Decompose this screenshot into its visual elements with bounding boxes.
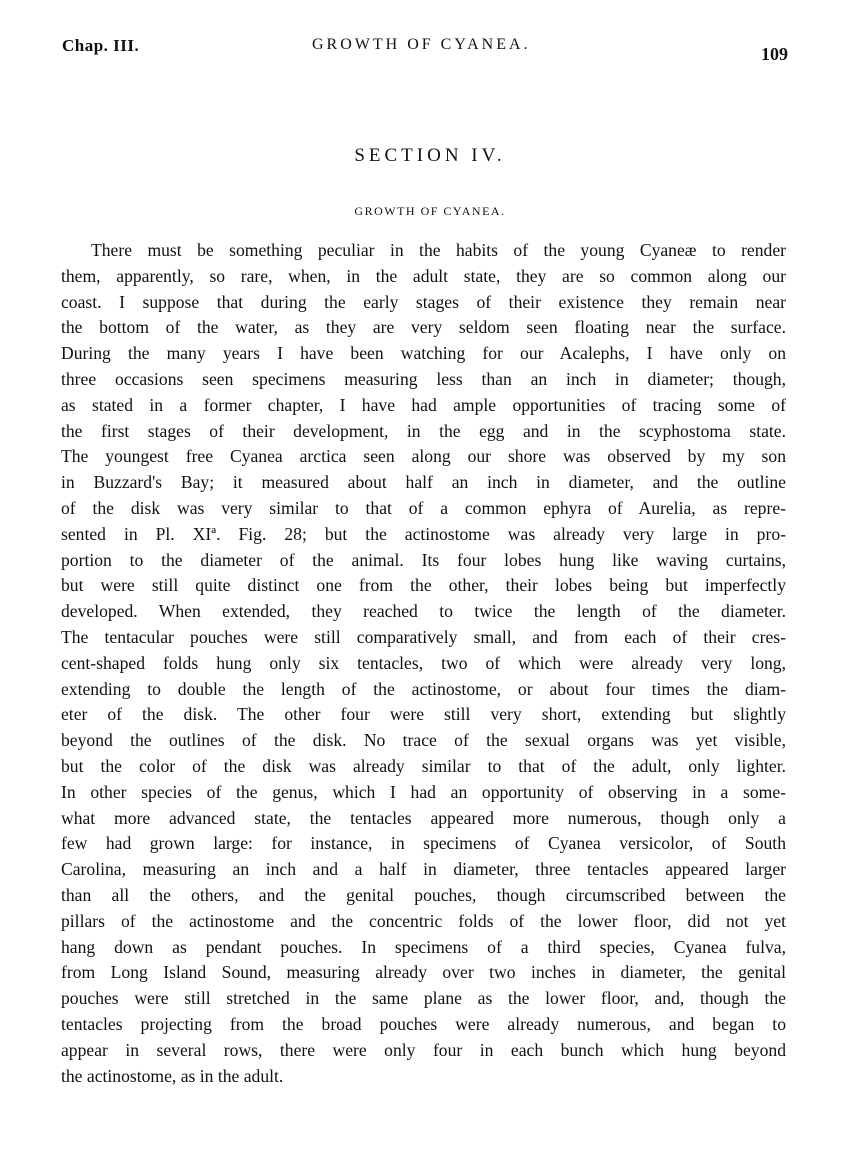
chapter-label: Chap. III.	[62, 36, 140, 55]
section-title: SECTION IV.	[354, 145, 506, 166]
text-line: but were still quite distinct one from the other, their lobes being but imperfectly	[61, 575, 786, 596]
text-line: During the many years I have been watching for our Acalephs, I have only on	[61, 343, 786, 364]
text-line: from Long Island Sound, measuring already over two inches in diameter, the genital	[61, 962, 786, 983]
text-line: few had grown large: for instance, in specimens of Cyanea versicolor, of South	[61, 833, 786, 854]
running-head	[62, 36, 788, 66]
text-line: In other species of the genus, which I had an opportunity of observing in a some-	[61, 781, 786, 802]
text-line: developed. When extended, they reached to twice the length of the diameter.	[61, 601, 786, 622]
text-line: than all the others, and the genital pouches, though circumscribed between the	[61, 884, 786, 905]
text-line: eter of the disk. The other four were still very short, extending but slightly	[61, 704, 786, 725]
text-line: tentacles projecting from the broad pouches were already numerous, and began to	[61, 1013, 786, 1034]
text-line: three occasions seen specimens measuring less than an inch in diameter; though,	[61, 368, 786, 389]
text-line: hang down as pendant pouches. In specimens of a third species, Cyanea fulva,	[61, 936, 786, 957]
text-line: of the disk was very similar to that of a common ephyra of Aurelia, as repre-	[61, 497, 786, 518]
text-line: The tentacular pouches were still comparatively small, and from each of their cres-	[61, 626, 786, 647]
text-line: but the color of the disk was already similar to that of the adult, only lighter.	[61, 755, 786, 776]
page-number: 109	[761, 44, 788, 64]
text-line: cent-shaped folds hung only six tentacles, two of which were already very long,	[61, 652, 786, 673]
text-line: portion to the diameter of the animal. Its four lobes hung like waving curtains,	[61, 549, 786, 570]
text-line: the first stages of their development, in the egg and in the scyphostoma state.	[61, 420, 786, 441]
running-head-title: GROWTH OF CYANEA.	[312, 36, 531, 53]
text-line: them, apparently, so rare, when, in the adult state, they are so common along our	[61, 265, 786, 286]
text-line: beyond the outlines of the disk. No trace of the sexual organs was yet visible,	[61, 730, 786, 751]
section-subtitle: GROWTH OF CYANEA.	[354, 204, 506, 218]
text-line: in Buzzard's Bay; it measured about half an inch in diameter, and the outline	[61, 472, 786, 493]
text-line: pillars of the actinostome and the concentric folds of the lower floor, did not yet	[61, 910, 786, 931]
text-line: The youngest free Cyanea arctica seen along our shore was observed by my son	[61, 446, 786, 467]
text-line: sented in Pl. XIª. Fig. 28; but the actinostome was already very large in pro-	[61, 523, 786, 544]
text-line: the actinostome, as in the adult.	[61, 1065, 284, 1086]
text-line: extending to double the length of the actinostome, or about four times the diam-	[61, 678, 786, 699]
body-paragraph	[61, 238, 786, 1089]
text-line: as stated in a former chapter, I have had ample opportunities of tracing some of	[61, 394, 786, 415]
text-line: what more advanced state, the tentacles appeared more numerous, though only a	[61, 807, 786, 828]
text-line: appear in several rows, there were only four in each bunch which hung beyond	[61, 1039, 786, 1060]
text-line: Carolina, measuring an inch and a half in diameter, three tentacles appeared larger	[61, 859, 786, 880]
text-line: There must be something peculiar in the habits of the young Cyaneæ to render	[91, 240, 786, 260]
text-line: the bottom of the water, as they are very seldom seen floating near the surface.	[61, 317, 786, 338]
text-line: coast. I suppose that during the early stages of their existence they remain near	[61, 291, 786, 312]
text-line: pouches were still stretched in the same plane as the lower floor, and, though the	[61, 988, 786, 1009]
